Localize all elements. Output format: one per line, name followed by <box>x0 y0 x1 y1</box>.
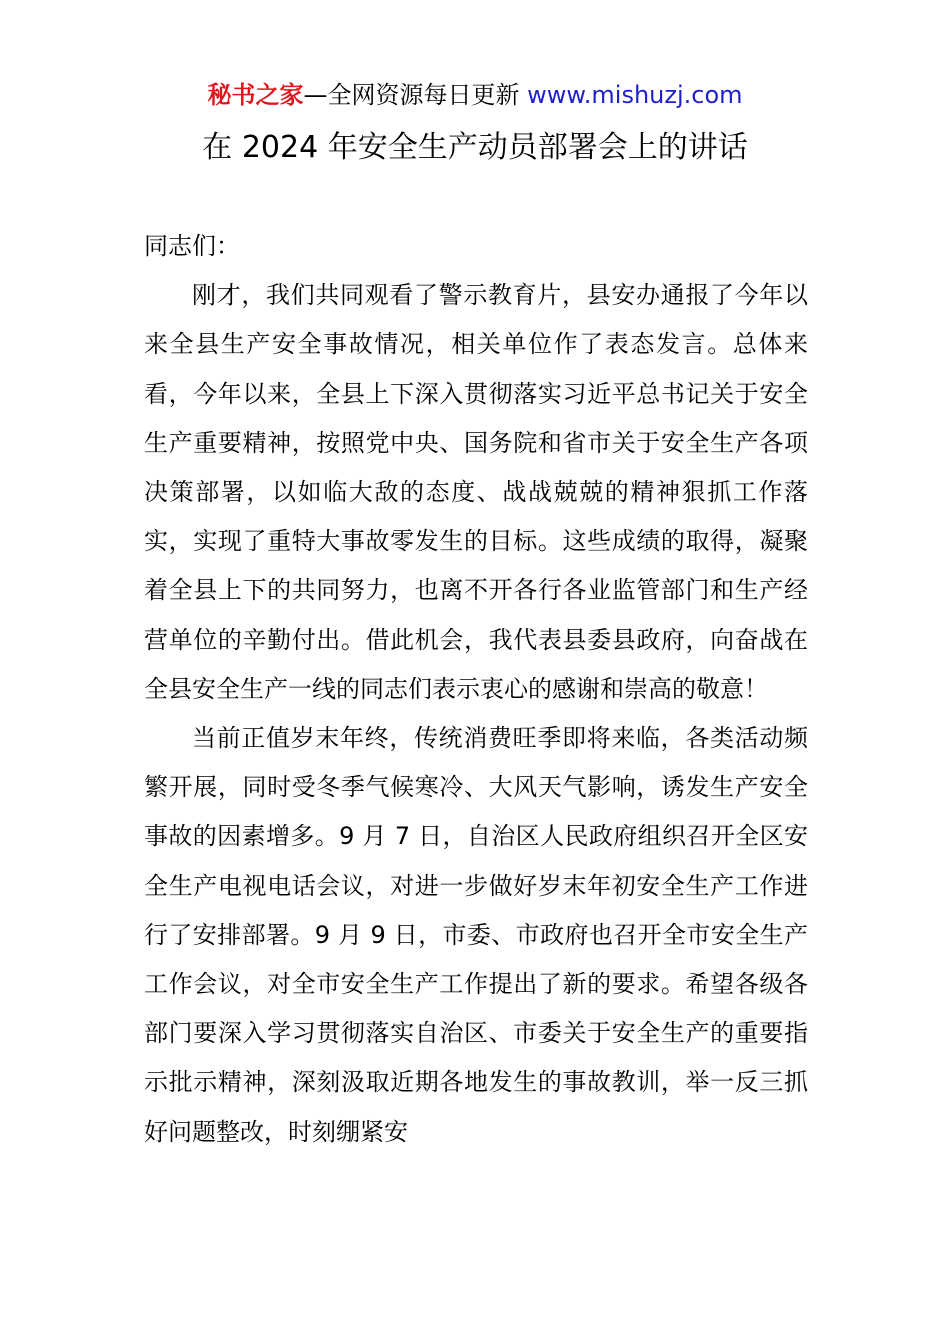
site-tagline: —全网资源每日更新 <box>303 81 520 109</box>
site-header <box>0 78 950 112</box>
document-title: 在 2024 年安全生产动员部署会上的讲话 <box>202 130 748 165</box>
paragraph: 刚才，我们共同观看了警示教育片，县安办通报了今年以来全县生产安全事故情况，相关单位作了表态发言。总体来看，今年以来，全县上下深入贯彻落实习近平总书记关于安全生产重要精神，按照党中央、国务院和省市关于安全生产各项决策部署，以如临大敌的态度、战战兢兢的精神狠抓工作落实，实现了重特大事故零发生的目标。这些成绩的取得，凝聚着全县上下的共同努力，也离不开各行各业监管部门和生产经营单位的辛勤付出。借此机会，我代表县委县政府，向奋战在全县安全生产一线的同志们表示衷心的感谢和崇高的敬意！ <box>144 281 808 703</box>
site-brand: 秘书之家 <box>207 81 304 109</box>
paragraph: 当前正值岁末年终，传统消费旺季即将来临，各类活动频繁开展，同时受冬季气候寒冷、大风天气影响，诱发生产安全事故的因素增多。9 月 7 日，自治区人民政府组织召开全区安全生产电视电话会议，对进一步做好岁末年初安全生产工作进行了安排部署。9 月 9 日，市委、市政府也召开全市安全生产工作会议，对全市安全生产工作提出了新的要求。希望各级各部门要深入学习贯彻落实自治区、市委关于安全生产的重要指示批示精神，深刻汲取近期各地发生的事故教训，举一反三抓好问题整改，时刻绷紧安 <box>144 724 808 1146</box>
site-url-link[interactable]: www.mishuzj.com <box>527 81 743 109</box>
document-body <box>144 222 808 1157</box>
salutation: 同志们： <box>144 232 240 260</box>
